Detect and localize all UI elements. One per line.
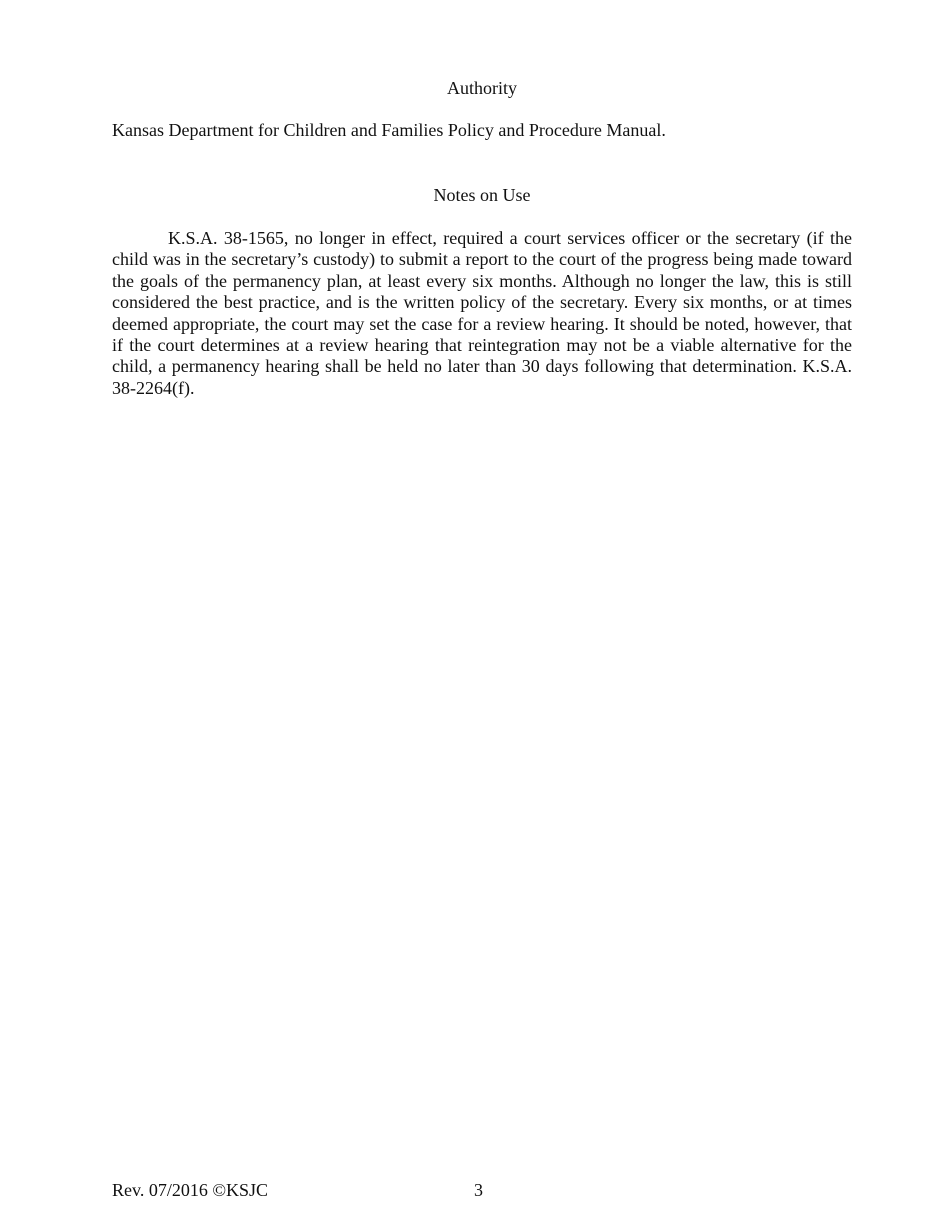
- notes-on-use-heading: Notes on Use: [433, 185, 531, 205]
- footer-page-number: 3: [474, 1180, 483, 1200]
- footer-revision: Rev. 07/2016 ©KSJC: [112, 1180, 269, 1200]
- authority-text: Kansas Department for Children and Families Policy and Procedure Manual.: [112, 120, 666, 140]
- notes-on-use-text: K.S.A. 38-1565, no longer in effect, required a court services officer or the secretary (if the child was in the secretary’s custody) to submit a report to the court of the progress being made toward the goals of the permanency plan, at least every six months. Although no longer the law, this is still considered the best practice, and is the written policy of the secretary. Every six months, or at times deemed appropriate, the court may set the case for a review hearing. It should be noted, however, that if the court determines at a review hearing that reintegration may not be a viable alternative for the child, a permanency hearing shall be held no later than 30 days following that determination. K.S.A. 38-2264(f).: [112, 228, 852, 398]
- authority-heading: Authority: [447, 78, 517, 98]
